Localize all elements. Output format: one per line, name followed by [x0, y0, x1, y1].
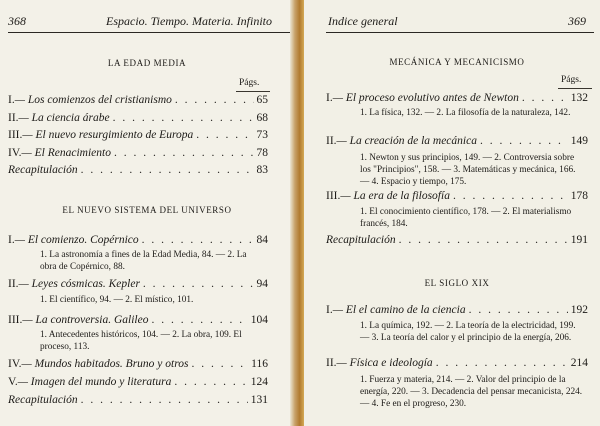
leader-dots — [196, 129, 253, 141]
leader-dots — [113, 112, 254, 124]
entry-number: II. — [8, 112, 19, 124]
leader-dots — [175, 94, 254, 106]
toc-entry[interactable] — [8, 112, 268, 124]
leader-dots — [114, 147, 254, 159]
entry-number: IV. — [8, 147, 22, 159]
entry-page: 178 — [570, 190, 588, 202]
toc-entry[interactable] — [8, 94, 268, 106]
leader-dots — [469, 304, 568, 316]
leader-dots — [453, 190, 568, 202]
entry-title: — El el camino de la ciencia — [332, 304, 466, 316]
leader-dots — [522, 92, 568, 104]
leader-dots — [81, 164, 254, 176]
right-header-rule — [326, 32, 594, 33]
entry-title: Recapitulación — [8, 164, 78, 176]
toc-entry[interactable] — [326, 190, 588, 202]
entry-title: Recapitulación — [8, 394, 78, 406]
left-running-head: Espacio. Tiempo. Materia. Infinito — [106, 14, 272, 28]
entry-number: II. — [326, 135, 337, 147]
toc-entry[interactable] — [8, 147, 268, 159]
entry-number: I. — [8, 94, 15, 106]
toc-entry-recapitulacion[interactable] — [8, 164, 268, 176]
entry-number: III. — [326, 190, 341, 202]
toc-entry[interactable] — [8, 129, 268, 141]
leader-dots — [399, 234, 568, 246]
entry-title: — La controversia. Galileo — [22, 314, 149, 326]
leader-dots — [81, 394, 248, 406]
entry-page: 104 — [250, 314, 268, 326]
entry-title: — Leyes cósmicas. Kepler — [18, 278, 140, 290]
entry-number: II. — [8, 278, 19, 290]
section-title-siglo-xix: EL SIGLO XIX — [424, 278, 490, 288]
entry-page: 131 — [250, 394, 268, 406]
entry-subtopics: 1. Newton y sus principios, 149. — 2. Controversia sobre los "Principios", 158. — 3. Matemáticas y mecánica, 166. — 4. Espacio y tiempo, 175. — [360, 153, 576, 187]
entry-number: II. — [326, 357, 337, 369]
section-title-nuevo-sistema: EL NUEVO SISTEMA DEL UNIVERSO — [62, 205, 232, 215]
entry-title: — Imagen del mundo y literatura — [17, 376, 172, 388]
toc-entry[interactable] — [326, 135, 588, 147]
entry-title: — El Renacimiento — [21, 147, 111, 159]
entry-page: 192 — [570, 304, 588, 316]
section-title-mecanica: MECÁNICA Y MECANICISMO — [389, 57, 525, 67]
left-header-rule — [8, 32, 290, 33]
entry-subtopics: 1. Fuerza y materia, 214. — 2. Valor del principio de la energía, 220. — 3. Decadencia del pensar mecanicista, 224. — 4. Fe en el progreso, 230. — [360, 375, 583, 409]
entry-page: 116 — [251, 358, 268, 370]
toc-entry[interactable] — [326, 357, 588, 369]
section-title-edad-media: LA EDAD MEDIA — [107, 58, 187, 68]
toc-entry-recapitulacion[interactable] — [326, 234, 588, 246]
right-running-head: Indice general — [328, 14, 398, 28]
entry-number: III. — [8, 129, 23, 141]
leader-dots — [151, 314, 247, 326]
right-page-number: 369 — [568, 14, 586, 28]
entry-number: IV. — [8, 358, 22, 370]
entry-subtopics: 1. El conocimiento científico, 178. — 2. El materialismo francés, 184. — [360, 207, 572, 229]
toc-entry[interactable] — [8, 278, 268, 290]
entry-title: — La era de la filosofía — [340, 190, 450, 202]
left-page — [0, 0, 296, 426]
entry-title: — Mundos habitados. Bruno y otros — [21, 358, 189, 370]
entry-title: — El proceso evolutivo antes de Newton — [332, 92, 519, 104]
entry-number: V. — [8, 376, 18, 388]
entry-page: 191 — [570, 234, 588, 246]
leader-dots — [480, 135, 568, 147]
entry-title: — La ciencia árabe — [18, 112, 110, 124]
toc-entry[interactable] — [8, 358, 268, 370]
toc-entry[interactable] — [8, 234, 268, 246]
entry-page: 68 — [256, 112, 268, 124]
entry-subtopics: 1. El científico, 94. — 2. El místico, 101. — [40, 295, 194, 305]
entry-title: Recapitulación — [326, 234, 396, 246]
toc-entry[interactable] — [326, 304, 588, 316]
entry-page: 149 — [570, 135, 588, 147]
entry-page: 214 — [570, 357, 588, 369]
leader-dots — [143, 278, 254, 290]
right-page — [304, 0, 600, 426]
entry-page: 124 — [250, 376, 268, 388]
entry-number: I. — [326, 304, 333, 316]
left-page-number: 368 — [8, 14, 26, 28]
entry-number: I. — [8, 234, 15, 246]
entry-page: 94 — [256, 278, 268, 290]
entry-subtopics: 1. Antecedentes históricos, 104. — 2. La obra, 109. El proceso, 113. — [40, 330, 242, 352]
leader-dots — [142, 234, 254, 246]
entry-page: 73 — [256, 129, 268, 141]
entry-page: 65 — [256, 94, 268, 106]
pags-rule — [236, 91, 270, 92]
entry-subtopics: 1. La química, 192. — 2. La teoría de la electricidad, 199. — 3. La teoría del calor y el principio de la energía, 206. — [360, 321, 576, 343]
pags-label: Págs. — [239, 78, 260, 88]
entry-page: 132 — [570, 92, 588, 104]
pags-rule — [558, 88, 592, 89]
entry-subtopics: 1. La física, 132. — 2. La filosofía de la naturaleza, 142. — [360, 108, 571, 118]
entry-title: — El nuevo resurgimiento de Europa — [22, 129, 194, 141]
toc-entry[interactable] — [8, 376, 268, 388]
toc-entry[interactable] — [326, 92, 588, 104]
leader-dots — [174, 376, 247, 388]
pags-label: Págs. — [561, 75, 582, 85]
toc-entry-recapitulacion[interactable] — [8, 394, 268, 406]
entry-subtopics: 1. La astronomía a fines de la Edad Media, 84. — 2. La obra de Copérnico, 88. — [40, 250, 247, 272]
entry-page: 83 — [256, 164, 268, 176]
leader-dots — [436, 357, 568, 369]
entry-title: — El comienzo. Copérnico — [14, 234, 139, 246]
entry-title: — La creación de la mecánica — [336, 135, 477, 147]
entry-number: III. — [8, 314, 23, 326]
entry-page: 84 — [256, 234, 268, 246]
toc-entry[interactable] — [8, 314, 268, 326]
leader-dots — [192, 358, 249, 370]
entry-page: 78 — [256, 147, 268, 159]
entry-number: I. — [326, 92, 333, 104]
entry-title: — Los comienzos del cristianismo — [14, 94, 172, 106]
entry-title: — Física e ideología — [336, 357, 433, 369]
